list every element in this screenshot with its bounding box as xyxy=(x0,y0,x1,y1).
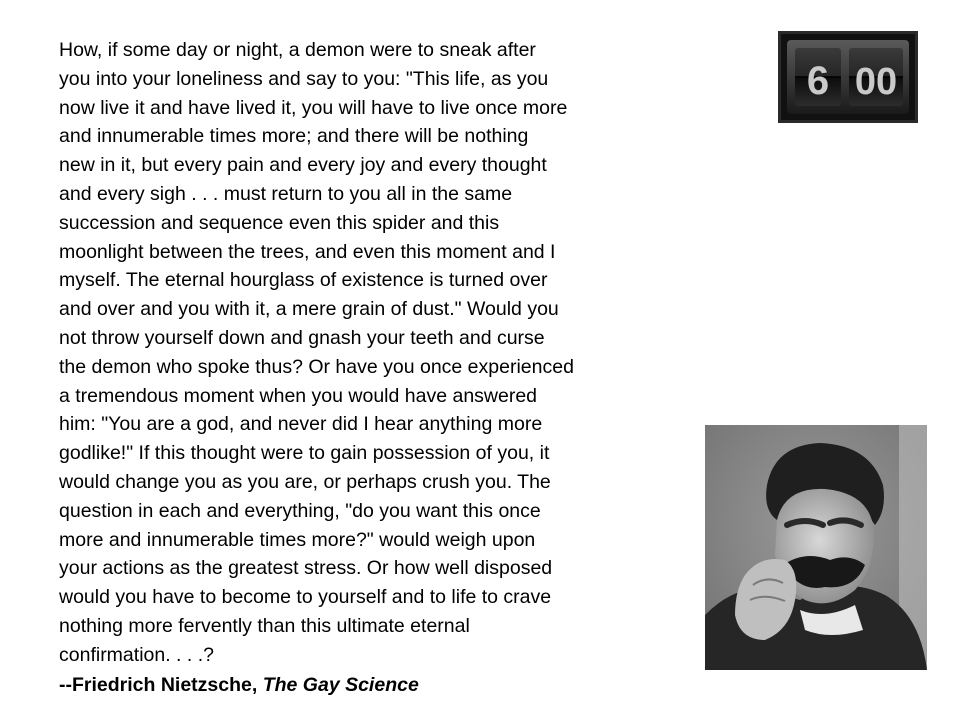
quote-line: you into your loneliness and say to you: "This life, as you xyxy=(59,67,549,90)
portrait-photo xyxy=(705,425,927,670)
quote-line: and every sigh . . . must return to you all in the same xyxy=(59,182,513,205)
quote-line: myself. The eternal hourglass of existence is turned over xyxy=(59,269,548,292)
quote-line: nothing more fervently than this ultimate eternal xyxy=(59,614,470,637)
quote-line: the demon who spoke thus? Or have you once experienced xyxy=(59,355,574,378)
flip-clock-image xyxy=(778,31,918,123)
quote-text xyxy=(59,36,659,670)
quote-line: question in each and everything, "do you want this once xyxy=(59,499,541,522)
quote-line: now live it and have lived it, you will have to live once more xyxy=(59,96,568,119)
quote-line: a tremendous moment when you would have answered xyxy=(59,384,538,407)
quote-line: would change you as you are, or perhaps crush you. The xyxy=(59,470,551,493)
quote-line: moonlight between the trees, and even this moment and I xyxy=(59,240,556,263)
nietzsche-portrait-image xyxy=(705,425,927,670)
flip-clock-graphic xyxy=(781,34,915,120)
quote-line: and over and you with it, a mere grain of dust." Would you xyxy=(59,298,559,321)
quote-line: him: "You are a god, and never did I hear anything more xyxy=(59,413,543,436)
attribution-author: --Friedrich Nietzsche, xyxy=(59,674,263,696)
quote-line: your actions as the greatest stress. Or how well disposed xyxy=(59,557,553,580)
clock-hour: 6 xyxy=(806,59,830,103)
clock-minutes: 00 xyxy=(854,61,898,103)
quote-line: more and innumerable times more?" would weigh upon xyxy=(59,528,536,551)
quote-line: and innumerable times more; and there will be nothing xyxy=(59,125,529,148)
quote-line: succession and sequence even this spider and this xyxy=(59,211,500,234)
quote-line: not throw yourself down and gnash your teeth and curse xyxy=(59,326,545,349)
quote-line: new in it, but every pain and every joy and every thought xyxy=(59,154,547,177)
quote-line: confirmation. . . .? xyxy=(59,643,214,666)
quote-attribution xyxy=(59,671,419,699)
quote-line: would you have to become to yourself and to life to crave xyxy=(59,586,552,609)
attribution-work-title: The Gay Science xyxy=(262,674,419,696)
quote-line: How, if some day or night, a demon were to sneak after xyxy=(59,39,536,61)
quote-line: godlike!" If this thought were to gain possession of you, it xyxy=(59,442,550,465)
